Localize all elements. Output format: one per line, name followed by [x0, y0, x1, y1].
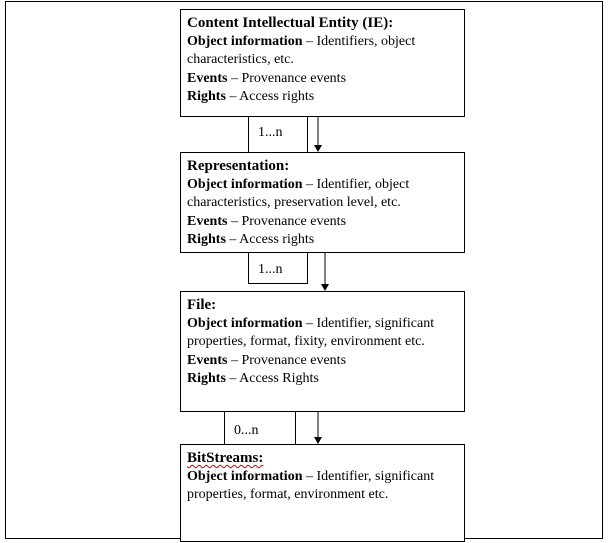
ie-box [180, 9, 465, 117]
ie-rights: Rights – Access rights [187, 89, 315, 104]
file-title: File: [187, 297, 217, 313]
file-rights: Rights – Access Rights [187, 371, 319, 386]
ie-object-info: Object information – Identifiers, object characteristics, etc. [187, 33, 416, 67]
representation-rights: Rights – Access rights [187, 232, 315, 247]
bitstreams-title: BitStreams: [187, 450, 264, 466]
file-events: Events – Provenance events [187, 352, 347, 368]
ie-events: Events – Provenance events [187, 70, 347, 86]
bitstreams-box [180, 444, 465, 542]
bitstreams-object-info: Object information – Identifier, significant properties, format, environment etc. [187, 468, 435, 502]
representation-box [180, 152, 465, 253]
ie-title: Content Intellectual Entity (IE): [187, 15, 394, 31]
cardinality-representation-file: 1...n [248, 252, 308, 284]
file-object-info: Object information – Identifier, significant properties, format, fixity, environment etc. [187, 315, 435, 349]
cardinality-ie-representation: 1...n [248, 116, 308, 153]
representation-object-info: Object information – Identifier, object characteristics, preservation level, etc. [187, 176, 410, 210]
representation-events: Events – Provenance events [187, 213, 347, 229]
cardinality-file-bitstreams: 0...n [224, 411, 296, 445]
file-box [180, 291, 465, 412]
representation-title: Representation: [187, 158, 290, 174]
